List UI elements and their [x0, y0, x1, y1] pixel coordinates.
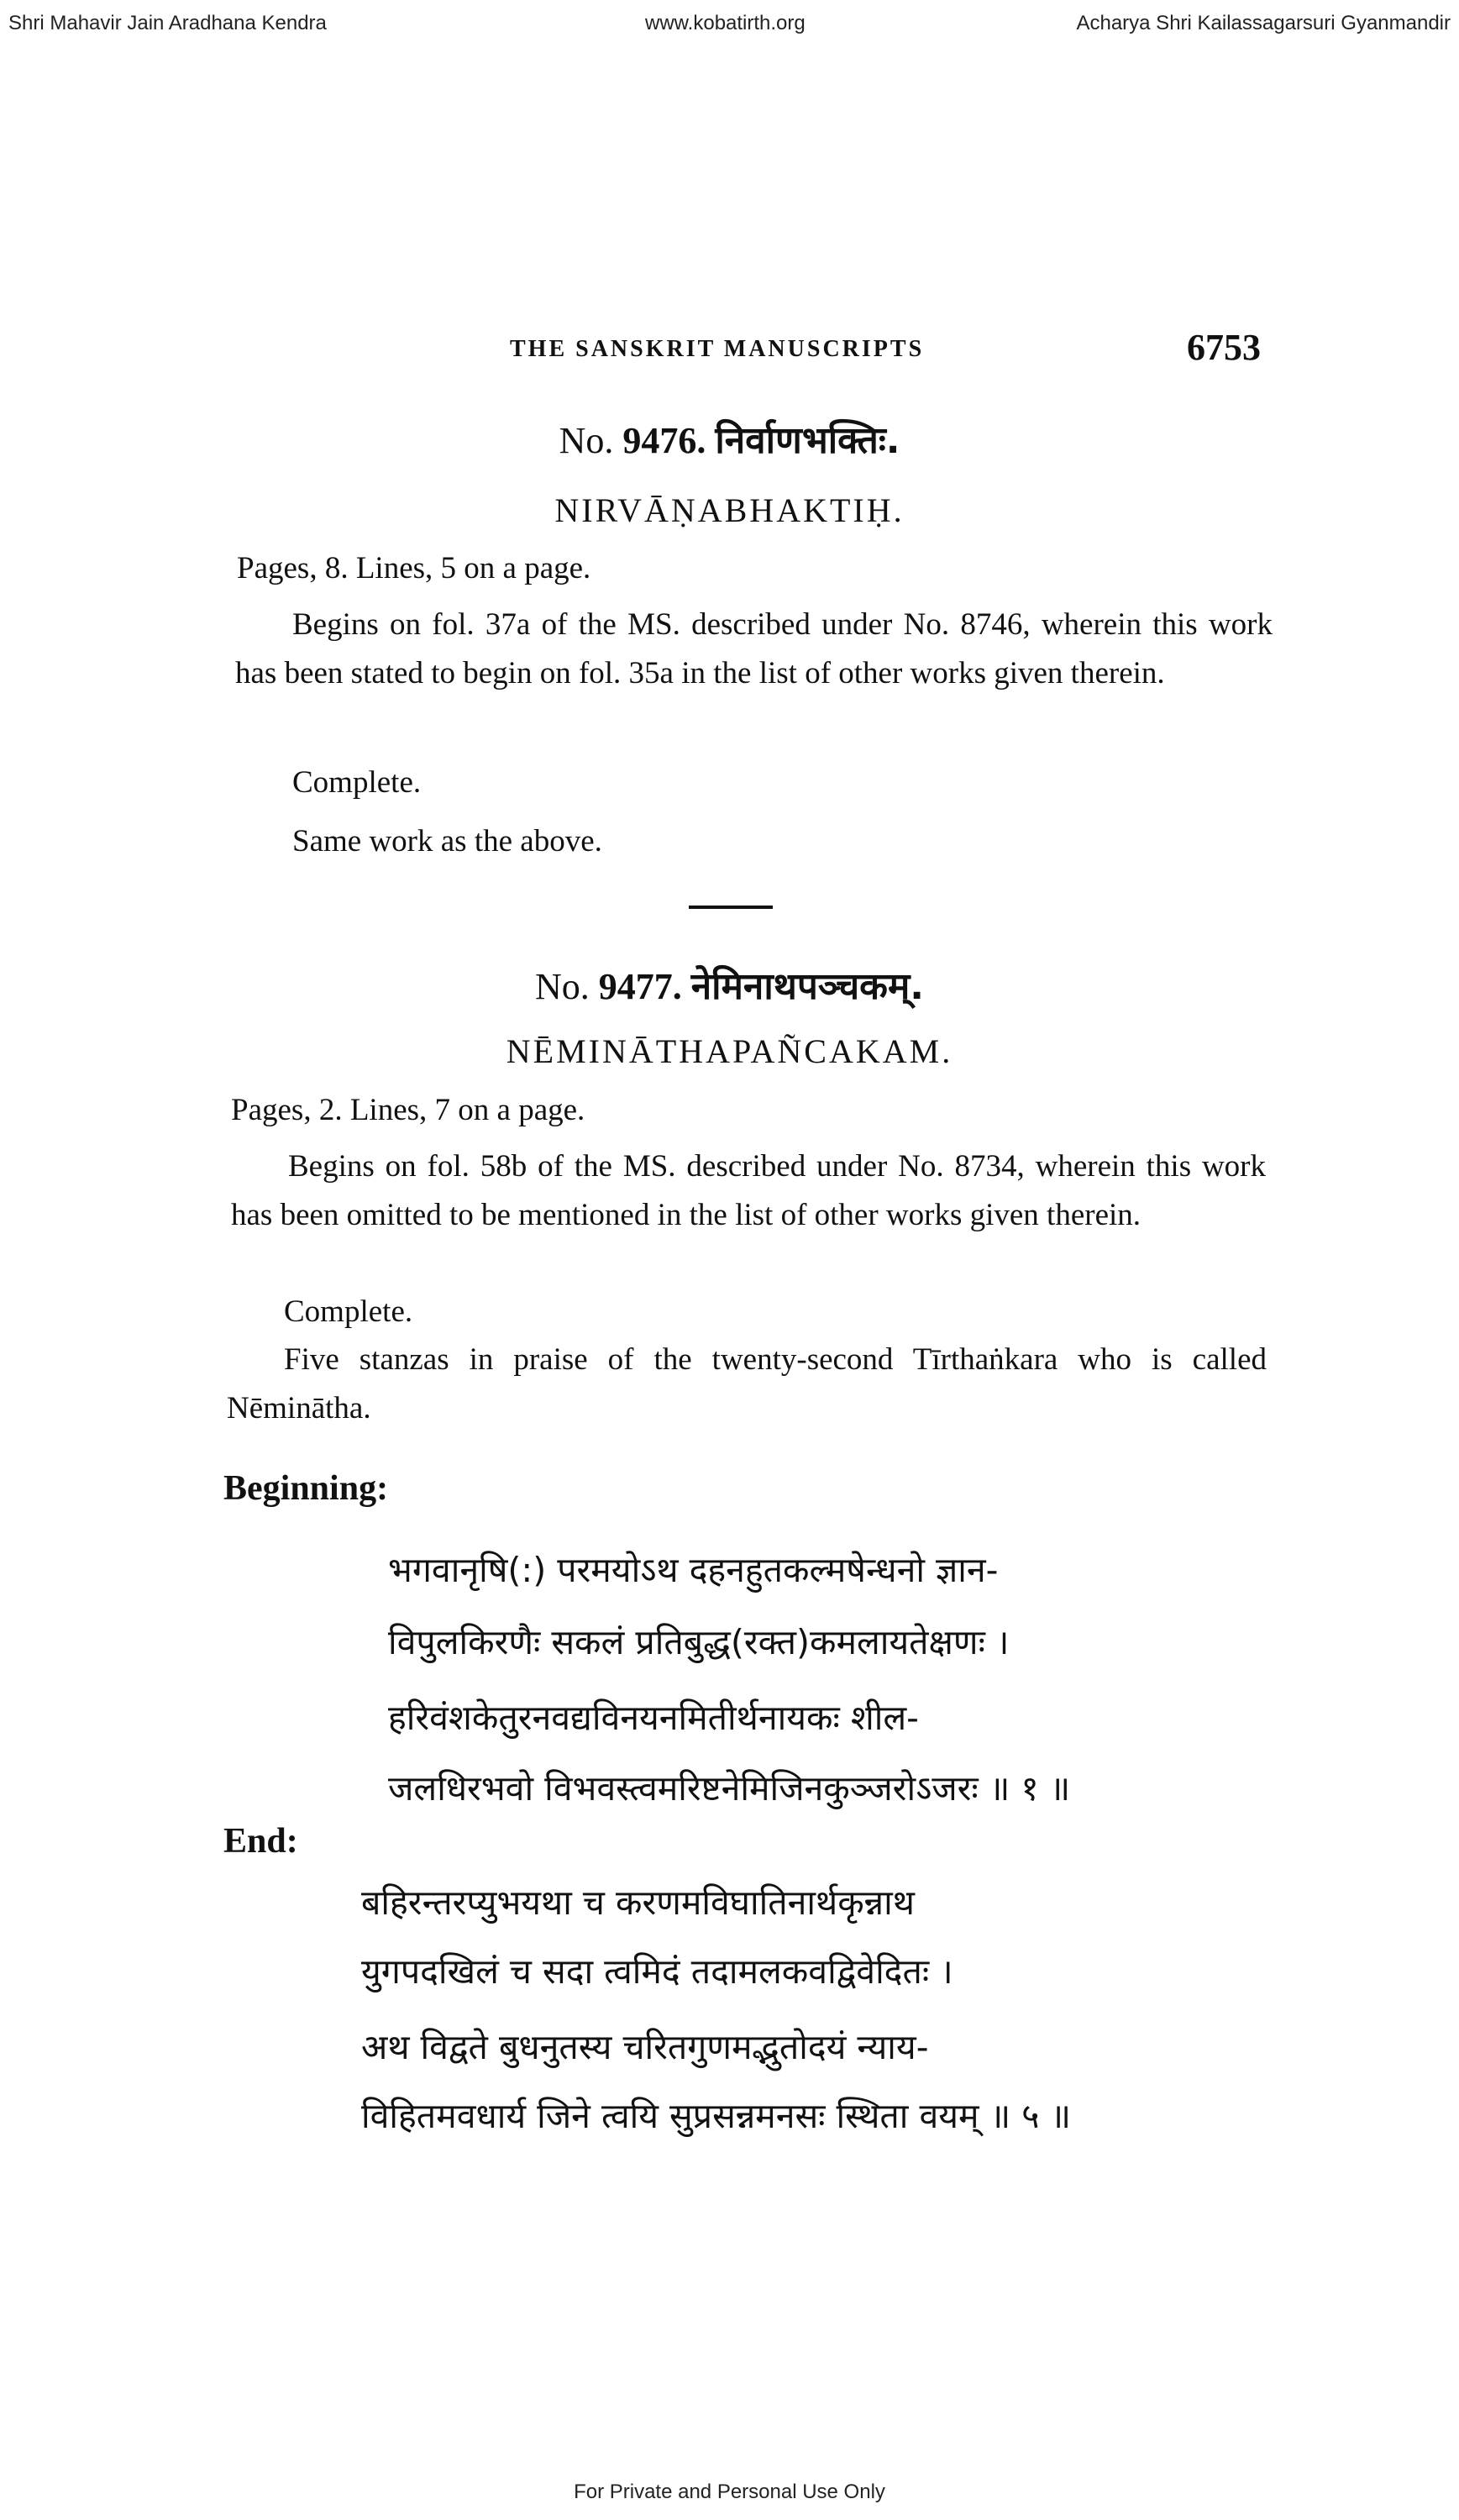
entry-no-prefix: No.	[559, 420, 614, 461]
entry-no-prefix: No.	[534, 966, 590, 1007]
entry-sanskrit-title: नेमिनाथपञ्चकम्.	[690, 965, 925, 1008]
entry-note: Same work as the above.	[292, 824, 602, 858]
footer-notice: For Private and Personal Use Only	[574, 2481, 885, 2503]
beginning-verse-line: हरिवंशकेतुरनवद्यविनयनमितीर्थनायकः शील-	[388, 1698, 919, 1738]
entry-number-heading	[0, 413, 1459, 464]
entry-number: 9476.	[622, 420, 706, 461]
source-header	[0, 12, 1459, 45]
entry-meta: Pages, 2. Lines, 7 on a page.	[231, 1093, 585, 1127]
section-divider	[689, 906, 773, 909]
beginning-verse-line: जलधिरभवो विभवस्त्वमरिष्टनेमिजिनकुञ्जरोऽजरः ॥ १ ॥	[388, 1768, 1071, 1809]
entry-begins-note: Begins on fol. 58b of the MS. described under No. 8734, wherein this work has been omitted to be mentioned in the list of other works given therein.	[231, 1149, 1266, 1232]
entry-begins-note: Begins on fol. 37a of the MS. described under No. 8746, wherein this work has been stated to begin on fol. 35a in the list of other works given therein.	[235, 607, 1273, 690]
entry-title: NĒMINĀTHAPAÑCAKAM.	[506, 1032, 953, 1070]
header-left-text: Shri Mahavir Jain Aradhana Kendra	[8, 12, 327, 34]
page-number: 6753	[1187, 327, 1261, 368]
entry-number: 9477.	[598, 966, 682, 1007]
beginning-heading: Beginning:	[223, 1469, 389, 1508]
header-center-url[interactable]: www.kobatirth.org	[645, 12, 806, 34]
entry-sanskrit-title: निर्वाणभक्तिः.	[715, 419, 900, 462]
beginning-verse-line: विपुलकिरणैः सकलं प्रतिबुद्ध(रक्त)कमलायतेक्षणः ।	[388, 1622, 1010, 1662]
beginning-verse-line: भगवानृषि(:) परमयोऽथ दहनहुतकल्मषेन्धनो ज्ञान-	[388, 1550, 999, 1590]
end-verse-line: अथ विद्वते बुधनुतस्य चरितगुणमद्भुतोदयं न्याय-	[361, 2027, 929, 2067]
entry-note: Five stanzas in praise of the twenty-second Tīrthaṅkara who is called Nēminātha.	[227, 1342, 1267, 1425]
header-right-text: Acharya Shri Kailassagarsuri Gyanmandir	[1076, 12, 1451, 34]
entry-status: Complete.	[284, 1294, 413, 1329]
end-heading: End:	[223, 1822, 298, 1861]
end-verse-line: बहिरन्तरप्युभयथा च करणमविघातिनार्थकृन्नाथ	[361, 1882, 915, 1923]
entry-status: Complete.	[292, 765, 422, 800]
end-verse-line: विहितमवधार्य जिने त्वयि सुप्रसन्नमनसः स्थिता वयम् ॥ ५ ॥	[361, 2096, 1072, 2136]
entry-title: NIRVĀṆABHAKTIḤ.	[554, 491, 905, 529]
entry-meta: Pages, 8. Lines, 5 on a page.	[237, 551, 591, 585]
running-head: THE SANSKRIT MANUSCRIPTS	[510, 336, 925, 362]
entry-number-heading	[0, 959, 1459, 1010]
end-verse-line: युगपदखिलं च सदा त्वमिदं तदामलकवद्विवेदितः ।	[361, 1951, 953, 1992]
